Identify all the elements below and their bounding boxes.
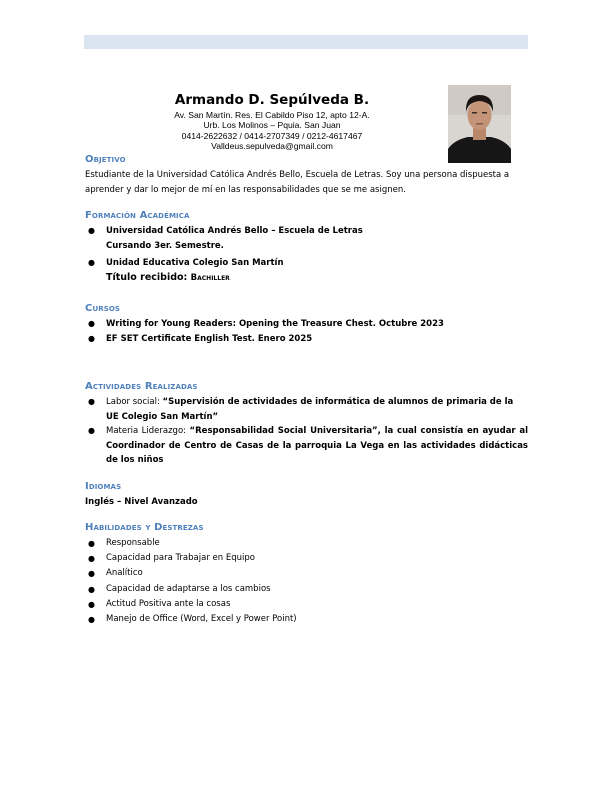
candidate-name: Armando D. Sepúlveda B.: [174, 92, 370, 108]
section-formacion: [85, 209, 528, 285]
section-idiomas: [85, 480, 528, 510]
activity-label: Materia Liderazgo:: [106, 426, 187, 436]
activity-label: Labor social:: [106, 397, 160, 407]
list-item: [85, 551, 528, 566]
school-name: Universidad Católica Andrés Bello – Escuela de Letras: [106, 226, 363, 236]
idiomas-text: Inglés – Nivel Avanzado: [85, 497, 198, 507]
bullet-icon: ●: [88, 584, 95, 594]
degree-line: [106, 271, 528, 286]
header-band: [84, 35, 528, 49]
skill-text: Responsable: [106, 538, 160, 548]
bullet-icon: ●: [88, 539, 95, 548]
phone-numbers: 0414-2622632 / 0414-2707349 / 0212-4617467: [181, 130, 363, 141]
school-status: Cursando 3er. Semestre.: [106, 240, 224, 251]
activity-text: “Responsabilidad Social Universitaria”, la cual consistía en ayudar al Coordinador de Centro de Casas de la parroquia La Vega en las actividades didácticas de los niños: [106, 426, 529, 465]
address-line-1: Av. San Martín. Res. El Cabildo Piso 12, apto 12-A.: [174, 110, 370, 120]
bullet-icon: ●: [88, 397, 95, 406]
section-cursos: [85, 302, 528, 346]
list-item: [85, 332, 528, 347]
list-item: [85, 256, 528, 285]
skill-text: Analítico: [106, 568, 143, 579]
list-item: [85, 566, 528, 581]
section-title-actividades: Actividades Realizadas: [85, 381, 198, 392]
bullet-icon: ●: [88, 319, 95, 328]
course-text: EF SET Certificate English Test. Enero 2025: [106, 333, 313, 344]
section-actividades: [85, 380, 528, 468]
bullet-icon: ●: [88, 599, 95, 609]
list-item: [85, 536, 528, 551]
skill-text: Actitud Positiva ante la cosas: [106, 598, 231, 609]
bullet-icon: ●: [88, 226, 95, 235]
activity-text: “Supervisión de actividades de informática de alumnos de primaria de la UE Colegio San Martín”: [106, 397, 514, 422]
list-item: [85, 597, 528, 612]
bullet-icon: ●: [88, 333, 95, 343]
section-objetivo: [85, 153, 528, 197]
degree-value: Bachiller: [190, 272, 230, 283]
bullet-icon: ●: [88, 426, 95, 435]
bullet-icon: ●: [88, 258, 95, 267]
section-title-formacion: Formación Académica: [85, 210, 190, 221]
bullet-icon: ●: [88, 615, 95, 625]
section-title-cursos: Cursos: [85, 303, 121, 314]
list-item: [85, 395, 528, 424]
email-address: Valldeus.sepulveda@gmail.com: [211, 140, 333, 151]
degree-label: Título recibido:: [106, 271, 188, 283]
list-item: [85, 424, 528, 468]
skill-text: Capacidad para Trabajar en Equipo: [106, 553, 255, 564]
list-item: [85, 612, 528, 627]
profile-photo: [448, 85, 511, 163]
address-line-2: Urb. Los Molinos – Pquia. San Juan: [203, 120, 341, 131]
section-habilidades: [85, 521, 528, 627]
bullet-icon: ●: [88, 569, 95, 579]
skill-text: Capacidad de adaptarse a los cambios: [106, 583, 271, 594]
school-name: Unidad Educativa Colegio San Martín: [106, 258, 284, 268]
bullet-icon: ●: [88, 554, 95, 564]
list-item: [85, 224, 528, 253]
skills-list: [85, 536, 528, 627]
contact-header: [150, 92, 394, 151]
objetivo-text: Estudiante de la Universidad Católica Andrés Bello, Escuela de Letras. Soy una persona dispuesta a aprender y dar lo mejor de mí en las responsabilidades que se me asignen.: [85, 170, 510, 195]
list-item: [85, 317, 528, 332]
course-text: Writing for Young Readers: Opening the Treasure Chest. Octubre 2023: [106, 319, 444, 329]
section-title-idiomas: Idiomas: [85, 481, 122, 492]
skill-text: Manejo de Office (Word, Excel y Power Point): [106, 614, 297, 625]
list-item: [85, 582, 528, 597]
section-title-objetivo: Objetivo: [85, 154, 126, 165]
section-title-habilidades: Habilidades y Destrezas: [85, 522, 204, 533]
